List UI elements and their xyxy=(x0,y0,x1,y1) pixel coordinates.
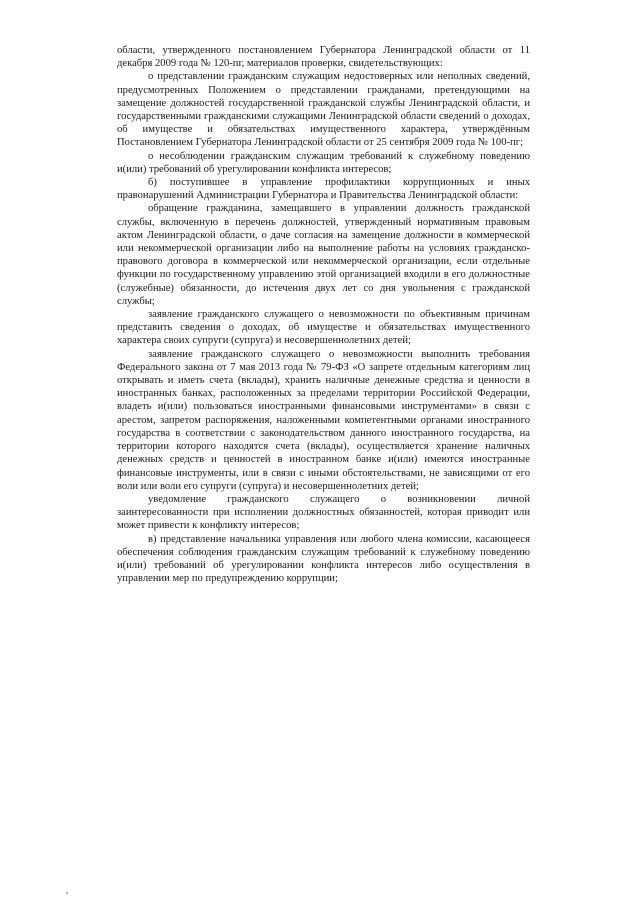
scan-artifact-dot xyxy=(66,892,68,894)
paragraph-section-c: в) представление начальника управления или любого члена комиссии, касающееся обеспечения соблюдения гражданским служащим требований к служебному поведению и(или) требований об урегулировании конфликта интересов либо осуществления в управлении мер по предупреждению коррупции; xyxy=(117,533,530,585)
paragraph-commission-grounds-intro: области, утвержденного постановлением Губернатора Ленинградской области от 11 декабря 2009 года № 120-пг, материалов проверки, свидетельствующих: xyxy=(117,45,530,70)
paragraph-conduct-noncompliance: о несоблюдении гражданским служащим требований к служебному поведению и(или) требований об урегулировании конфликта интересов; xyxy=(117,150,530,175)
paragraph-false-information: о представлении гражданским служащим недостоверных или неполных сведений, предусмотренных Положением о представлении гражданами, претендующими на замещение должностей государственной гражданской службы Ленинградской области, и государственными гражданскими служащими Ленинградской области сведений о доходах, об имуществе и обязательствах имущественного характера, утверждённым Постановлением Губернатора Ленинградской области от 25 сентября 2009 года № 100-пг; xyxy=(117,71,530,149)
document-page xyxy=(117,44,530,585)
paragraph-income-statement: заявление гражданского служащего о невозможности по объективным причинам представить сведения о доходах, об имуществе и обязательствах имущественного характера своих супруги (супруга) и несовершеннолетних детей; xyxy=(117,309,530,347)
paragraph-citizen-appeal: обращение гражданина, замещавшего в управлении должность гражданской службы, включенную в перечень должностей, утвержденный нормативным правовым актом Ленинградской области, о даче согласия на замещение должности в коммерческой или некоммерческой организации либо на выполнение работы на условиях гражданско-правового договора в коммерческой или некоммерческой организации, если отдельные функции по государственному управлению этой организацией входили в его должностные (служебные) обязанности, до истечения двух лет со дня увольнения с гражданской службы; xyxy=(117,203,530,307)
paragraph-conflict-notice: уведомление гражданского служащего о возникновении личной заинтересованности при исполнении должностных обязанностей, которая приводит или может привести к конфликту интересов; xyxy=(117,493,530,532)
paragraph-foreign-accounts: заявление гражданского служащего о невозможности выполнить требования Федерального закона от 7 мая 2013 года № 79-ФЗ «О запрете отдельным категориям лиц открывать и иметь счета (вклады), хранить наличные денежные средства и ценности в иностранных банках, расположенных за пределами территории Российской Федерации, владеть и(или) пользоваться иностранными финансовыми инструментами» в связи с арестом, запретом распоряжения, наложенными компетентными органами иностранного государства в соответствии с законодательством данного иностранного государства, на территории которого находятся счета (вклады), осуществляется хранение наличных денежных средств и ценностей в иностранном банке и(или) имеются иностранные финансовые инструменты, или в связи с иными обстоятельствами, не зависящими от его воли или воли его супруги (супруга) и несовершеннолетних детей; xyxy=(117,348,530,492)
paragraph-section-b: б) поступившее в управление профилактики коррупционных и иных правонарушений Администрации Губернатора и Правительства Ленинградской области: xyxy=(117,177,530,202)
